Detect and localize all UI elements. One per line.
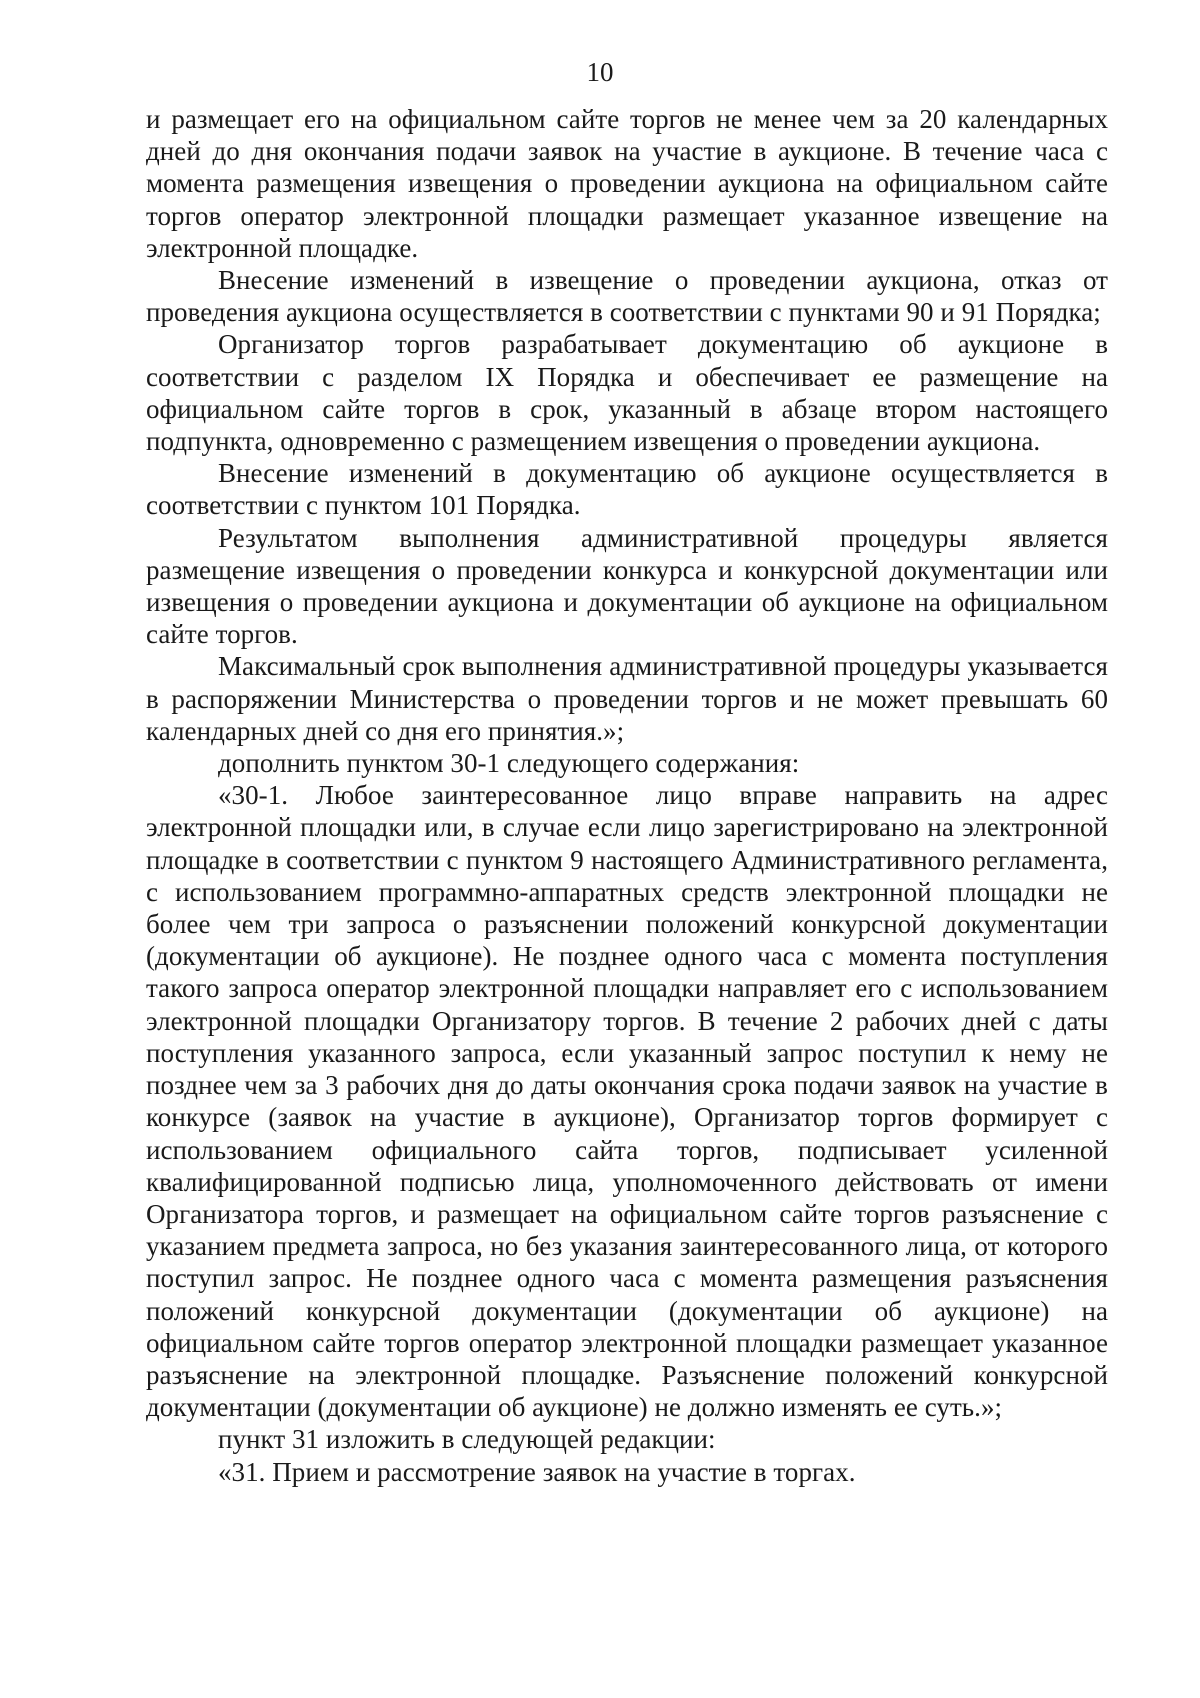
paragraph-documentation-changes: Внесение изменений в документацию об аукционе осуществляется в соответствии с пунктом 101 Порядка.	[146, 458, 1108, 521]
page-number: 10	[586, 57, 614, 87]
document-body	[146, 103, 1108, 1488]
paragraph-continuation: и размещает его на официальном сайте торгов не менее чем за 20 календарных дней до дня окончания подачи заявок на участие в аукционе. В течение часа с момента размещения извещения о проведении аукциона на официальном сайте торгов оператор электронной площадки размещает указанное извещение на электронной площадке.	[146, 104, 1108, 263]
paragraph-point-31-intro: пункт 31 изложить в следующей редакции:	[218, 1424, 716, 1455]
paragraph-max-term: Максимальный срок выполнения административной процедуры указывается в распоряжении Министерства о проведении торгов и не может превышать 60 календарных дней со дня его принятия.»;	[146, 651, 1108, 746]
paragraph-point-31: «31. Прием и рассмотрение заявок на участие в торгах.	[218, 1456, 856, 1487]
paragraph-notice-changes: Внесение изменений в извещение о проведении аукциона, отказ от проведения аукциона осуществляется в соответствии с пунктами 90 и 91 Порядка;	[146, 265, 1108, 328]
paragraph-point-30-1: «30-1. Любое заинтересованное лицо вправе направить на адрес электронной площадки или, в случае если лицо зарегистрировано на электронной площадке в соответствии с пунктом 9 настоящего Административного регламента, с использованием программно-аппаратных средств электронной площадки не более чем три запроса о разъяснении положений конкурсной документации (документации об аукционе). Не позднее одного часа с момента поступления такого запроса оператор электронной площадки направляет его с использованием электронной площадки Организатору торгов. В течение 2 рабочих дней с даты поступления указанного запроса, если указанный запрос поступил к нему не позднее чем за 3 рабочих дня до даты окончания срока подачи заявок на участие в конкурсе (заявок на участие в аукционе), Организатор торгов формирует с использованием официального сайта торгов, подписывает усиленной квалифицированной подписью лица, уполномоченного действовать от имени Организатора торгов, и размещает на официальном сайте торгов разъяснение с указанием предмета запроса, но без указания заинтересованного лица, от которого поступил запрос. Не позднее одного часа с момента размещения разъяснения положений конкурсной документации (документации об аукционе) на официальном сайте торгов оператор электронной площадки размещает указанное разъяснение на электронной площадке. Разъяснение положений конкурсной документации (документации об аукционе) не должно изменять ее суть.»;	[146, 780, 1108, 1423]
paragraph-auction-documentation: Организатор торгов разрабатывает документацию об аукционе в соответствии с разделом IX Порядка и обеспечивает ее размещение на официальном сайте торгов в срок, указанный в абзаце втором настоящего подпункта, одновременно с размещением извещения о проведении аукциона.	[146, 329, 1108, 457]
paragraph-procedure-result: Результатом выполнения административной процедуры является размещение извещения о проведении конкурса и конкурсной документации или извещения о проведении аукциона и документации об аукционе на официальном сайте торгов.	[146, 522, 1108, 650]
paragraph-add-point-30-1: дополнить пунктом 30-1 следующего содержания:	[218, 748, 800, 779]
